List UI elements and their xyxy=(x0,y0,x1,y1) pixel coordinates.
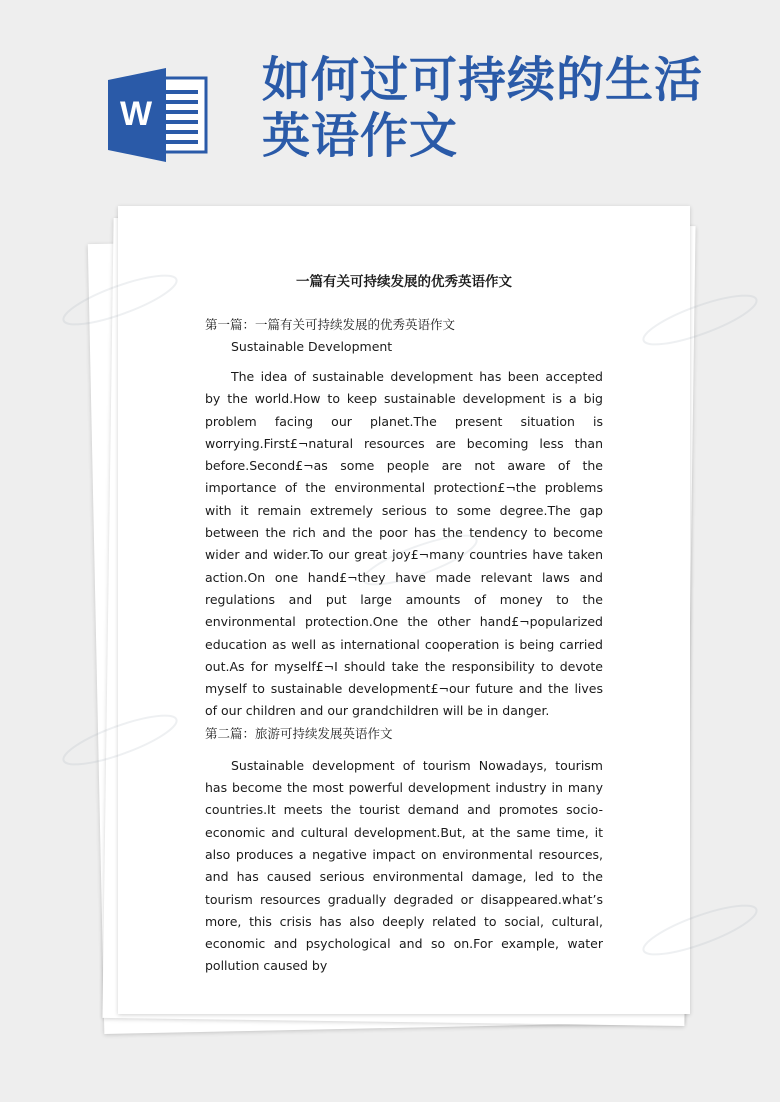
document-body xyxy=(205,270,603,978)
page-title: 如何过可持续的生活英语作文 xyxy=(262,52,704,164)
section-2-paragraph: Sustainable development of tourism Nowadays, tourism has become the most powerful development industry in many countries.It meets the tourist demand and promotes socio-economic and cultural development.But, at the same time, it also produces a negative impact on environmental resources, and has caused serious environmental damage, led to the tourism resources gradually degraded or disappeared.what’s more, this crisis has also deeply related to social, cultural, economic and psychological and so on.For example, water pollution caused by xyxy=(205,757,603,974)
section-1-paragraph: The idea of sustainable development has been accepted by the world.How to keep sustainable development is a big problem facing our planet.The present situation is worrying.First£¬natural resources are becoming less than before.Second£¬as some people are not aware of the importance of the environmental protection£¬the problems with it remain extremely serious to some degree.The gap between the rich and the poor has the tendency to become wider and wider.To our great joy£¬many countries have taken action.On one hand£¬they have made relevant laws and regulations and put large amounts of money to the environmental protection.One the other hand£¬popularized education as well as international cooperation is being carried out.As for myself£¬I should take the responsibility to devote myself to sustainable development£¬our future and the lives of our children and our grandchildren will be in danger. xyxy=(205,369,603,719)
document-title: 一篇有关可持续发展的优秀英语作文 xyxy=(296,274,512,290)
section-1-subheading: Sustainable Development xyxy=(231,339,393,354)
word-document-icon xyxy=(108,68,208,162)
section-1-heading: 第一篇：一篇有关可持续发展的优秀英语作文 xyxy=(205,317,456,332)
word-logo-letter: W xyxy=(119,95,153,133)
section-2-heading: 第二篇：旅游可持续发展英语作文 xyxy=(205,725,393,741)
